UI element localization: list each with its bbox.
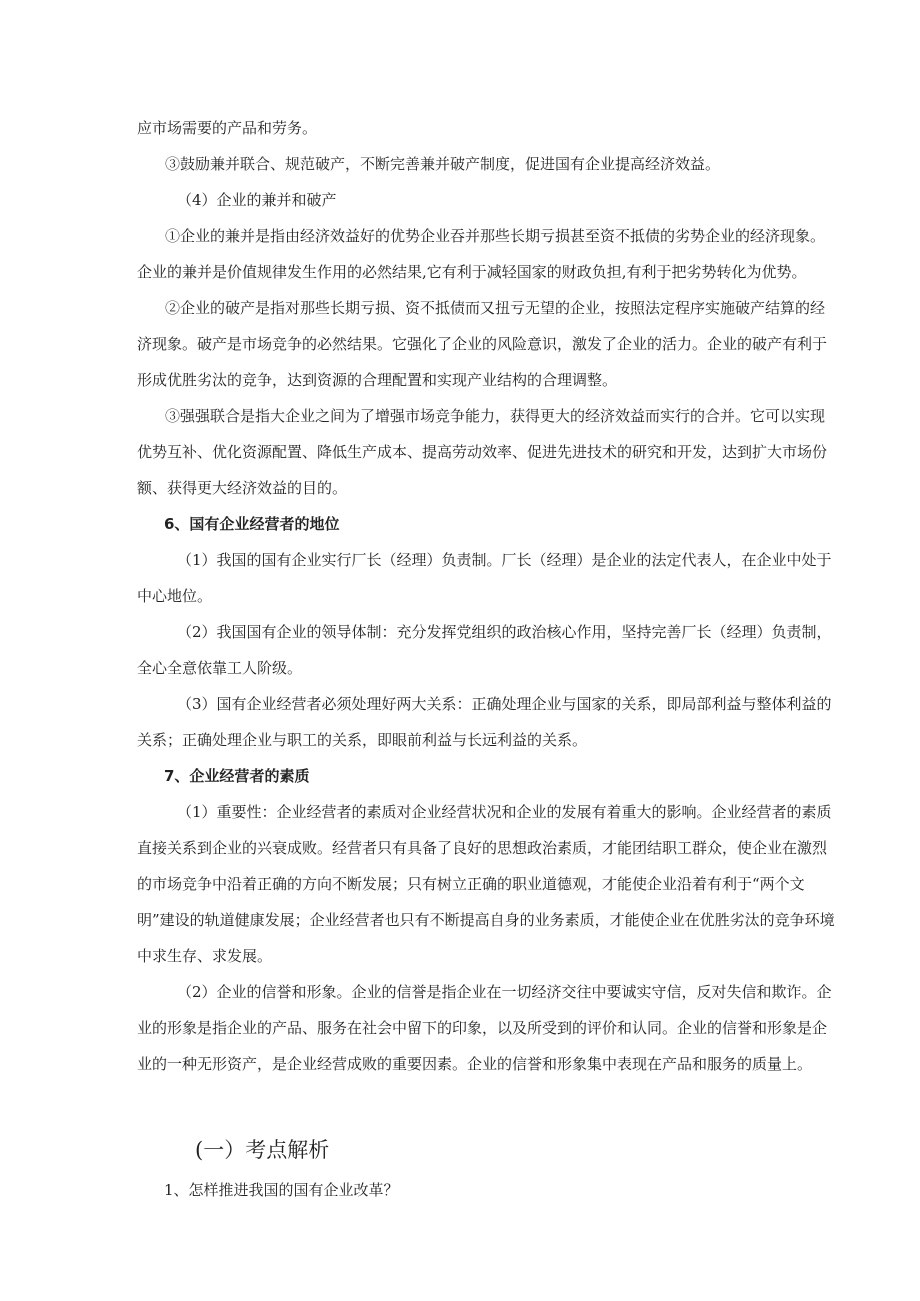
- paragraph-strong-alliance: ③强强联合是指大企业之间为了增强市场竞争能力，获得更大的经济效益而实行的合并。它可以实现优势互补、优化资源配置、降低生产成本、提高劳动效率、促进先进技术的研究和开发，达到扩大市场份额、获得更大经济效益的目的。: [137, 407, 828, 497]
- paragraph-merger-policy: ③鼓励兼并联合、规范破产，不断完善兼并破产制度，促进国有企业提高经济效益。: [165, 155, 721, 173]
- paragraph-continuation: 应市场需要的产品和劳务。: [137, 119, 318, 137]
- subheading-merger-bankruptcy: （4）企业的兼并和破产: [177, 191, 337, 209]
- heading-section-6: 6、国有企业经营者的地位: [164, 515, 340, 533]
- paragraph-reputation-image: （2）企业的信誉和形象。企业的信誉是指企业在一切经济交往中要诚实守信，反对失信和欺诈。企业的形象是指企业的产品、服务在社会中留下的印象，以及所受到的评价和认同。企业的信誉和形象是企业的一种无形资产，是企业经营成败的重要因素。企业的信誉和形象集中表现在产品和服务的质量上。: [137, 983, 832, 1073]
- paragraph-responsibility-system: （1）我国的国有企业实行厂长（经理）负责制。厂长（经理）是企业的法定代表人，在企业中处于中心地位。: [137, 551, 832, 605]
- paragraph-merger: ①企业的兼并是指由经济效益好的优势企业吞并那些长期亏损甚至资不抵债的劣势企业的经济现象。企业的兼并是价值规律发生作用的必然结果,它有利于减轻国家的财政负担,有利于把劣势转化为优势。: [137, 227, 826, 281]
- paragraph-leadership-system: （2）我国国有企业的领导体制：充分发挥党组织的政治核心作用，坚持完善厂长（经理）负责制，全心全意依靠工人阶级。: [137, 623, 832, 677]
- question-1: 1、怎样推进我国的国有企业改革？: [164, 1181, 399, 1199]
- paragraph-bankruptcy: ②企业的破产是指对那些长期亏损、资不抵债而又扭亏无望的企业，按照法定程序实施破产结算的经济现象。破产是市场竞争的必然结果。它强化了企业的风险意识，激发了企业的活力。企业的破产有利于形成优胜劣汰的竞争，达到资源的合理配置和实现产业结构的合理调整。: [137, 299, 828, 389]
- heading-key-points: (一）考点解析: [195, 1138, 330, 1162]
- paragraph-two-relations: （3）国有企业经营者必须处理好两大关系：正确处理企业与国家的关系，即局部利益与整体利益的关系；正确处理企业与职工的关系，即眼前利益与长远利益的关系。: [137, 695, 832, 749]
- heading-section-7: 7、企业经营者的素质: [164, 767, 310, 785]
- paragraph-importance: （1）重要性：企业经营者的素质对企业经营状况和企业的发展有着重大的影响。企业经营者的素质直接关系到企业的兴衰成败。经营者只有具备了良好的思想政治素质，才能团结职工群众，使企业在激烈的市场竞争中沿着正确的方向不断发展；只有树立正确的职业道德观，才能使企业沿着有利于“两个文明”建设的轨道健康发展；企业经营者也只有不断提高自身的业务素质，才能使企业在优胜劣汰的竞争环境中求生存、求发展。: [137, 803, 835, 965]
